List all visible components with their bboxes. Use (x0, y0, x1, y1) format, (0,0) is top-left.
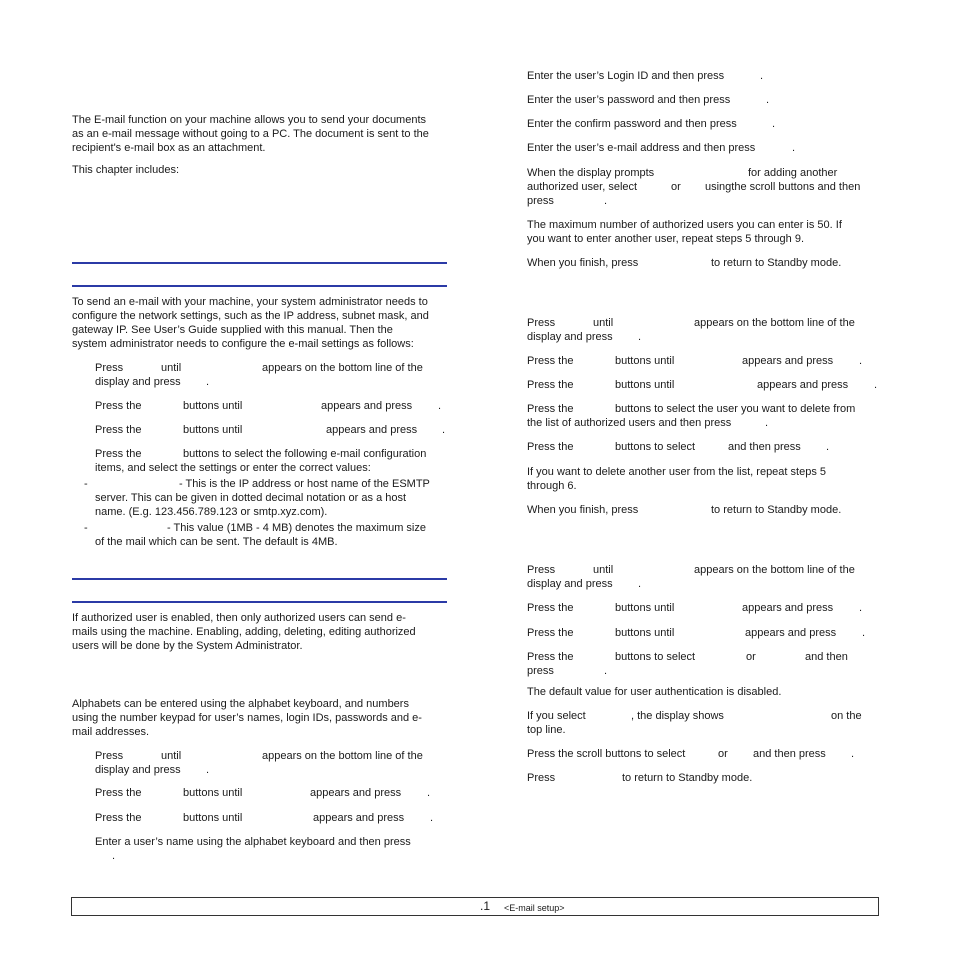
add1-dot: . (206, 764, 210, 776)
chapter-label: <E-mail setup> (504, 903, 565, 913)
if-select-c: on the (831, 710, 862, 722)
setup-line-2: configure the network settings, such as the IP address, subnet mask, and (72, 310, 429, 322)
en2-until: buttons until (615, 602, 675, 614)
setup-line-4: system administrator needs to configure the e-mail settings as follows: (72, 338, 414, 350)
confirm-step: Enter the confirm password and then press (527, 118, 737, 130)
prompt-line-2c: usingthe scroll buttons and then (705, 181, 861, 193)
email-dot: . (792, 142, 796, 154)
standby-rest: to return to Standby mode. (622, 772, 753, 784)
step4-rest: buttons to select the following e-mail configuration (183, 448, 427, 460)
max-users-line-1: The maximum number of authorized users you can enter is 50. If (527, 219, 842, 231)
step3-appears: appears and press (326, 424, 418, 436)
del1-dot: . (638, 331, 642, 343)
step1-display: display and press (95, 376, 181, 388)
add1-rest: appears on the bottom line of the (262, 750, 423, 762)
del1-until: until (593, 317, 614, 329)
del3-press: Press the (527, 379, 574, 391)
en2-press: Press the (527, 602, 574, 614)
add2-press: Press the (95, 787, 142, 799)
bullet1-line-3: name. (E.g. 123.456.789.123 or smtp.xyz.com). (95, 506, 328, 518)
step1-rest: appears on the bottom line of the (262, 362, 423, 374)
chapter-includes: This chapter includes: (72, 164, 179, 176)
en4-dot: . (604, 665, 608, 677)
en1-display: display and press (527, 578, 613, 590)
add4-line-1: Enter a user’s name using the alphabet keyboard and then press (95, 836, 411, 848)
add3-appears: appears and press (313, 812, 405, 824)
login-dot: . (760, 70, 764, 82)
step2-appears: appears and press (321, 400, 413, 412)
prompt-line-1a: When the display prompts (527, 167, 655, 179)
section-rule-bottom (72, 285, 447, 287)
password-step: Enter the user’s password and then press (527, 94, 731, 106)
if-select-a: If you select (527, 710, 586, 722)
scroll-a: Press the scroll buttons to select (527, 748, 686, 760)
en4-or: or (746, 651, 756, 663)
auth-line-1: If authorized user is enabled, then only authorized users can send e- (72, 612, 406, 624)
prompt-line-3a: press (527, 195, 554, 207)
en4-line-2: press (527, 665, 554, 677)
en3-press: Press the (527, 627, 574, 639)
en1-dot: . (638, 578, 642, 590)
del5-press: Press the (527, 441, 574, 453)
bullet2-line-1: - This value (1MB - 4 MB) denotes the maximum size (167, 522, 426, 534)
del3-dot: . (874, 379, 878, 391)
add2-appears: appears and press (310, 787, 402, 799)
default-note: The default value for user authentication is disabled. (527, 686, 782, 698)
prompt-line-2a: authorized user, select (527, 181, 638, 193)
add3-press: Press the (95, 812, 142, 824)
standby-press: Press (527, 772, 556, 784)
bullet2-dash: - (84, 522, 88, 534)
bullet2-line-2: of the mail which can be sent. The default is 4MB. (95, 536, 338, 548)
prompt-line-1b: for adding another (748, 167, 838, 179)
scroll-c: and then press (753, 748, 826, 760)
finish-1-a: When you finish, press (527, 257, 639, 269)
finish-2-a: When you finish, press (527, 504, 639, 516)
del5-select: buttons to select (615, 441, 696, 453)
step2-dot: . (438, 400, 442, 412)
email-step: Enter the user’s e-mail address and then press (527, 142, 756, 154)
en4-press: Press the (527, 651, 574, 663)
step2-press: Press the (95, 400, 142, 412)
setup-line-1: To send an e-mail with your machine, your system administrator needs to (72, 296, 428, 308)
en4-then: and then (805, 651, 848, 663)
del2-press: Press the (527, 355, 574, 367)
alpha-line-3: mail addresses. (72, 726, 150, 738)
max-users-line-2: you want to enter another user, repeat steps 5 through 9. (527, 233, 805, 245)
confirm-dot: . (772, 118, 776, 130)
del6-line-2: through 6. (527, 480, 577, 492)
if-select-d: top line. (527, 724, 566, 736)
en1-rest: appears on the bottom line of the (694, 564, 855, 576)
del1-rest: appears on the bottom line of the (694, 317, 855, 329)
password-dot: . (766, 94, 770, 106)
en1-press: Press (527, 564, 556, 576)
intro-line-1: The E-mail function on your machine allows you to send your documents (72, 114, 427, 126)
en2-dot: . (859, 602, 863, 614)
bullet1-line-2: server. This can be given in dotted decimal notation or as a host (95, 492, 407, 504)
add3-until: buttons until (183, 812, 243, 824)
prompt-line-2b: or (671, 181, 681, 193)
add2-until: buttons until (183, 787, 243, 799)
step2-until: buttons until (183, 400, 243, 412)
del4-rest: buttons to select the user you want to delete from (615, 403, 856, 415)
del3-appears: appears and press (757, 379, 849, 391)
del5-dot: . (826, 441, 830, 453)
section-rule-top-2 (72, 578, 447, 580)
en3-until: buttons until (615, 627, 675, 639)
en1-until: until (593, 564, 614, 576)
add1-until: until (161, 750, 182, 762)
del2-until: buttons until (615, 355, 675, 367)
alpha-line-1: Alphabets can be entered using the alphabet keyboard, and numbers (72, 698, 409, 710)
add3-dot: . (430, 812, 434, 824)
add4-dot: . (112, 850, 116, 862)
en3-appears: appears and press (745, 627, 837, 639)
step4-line-2: items, and select the settings or enter the correct values: (95, 462, 371, 474)
intro-line-3: recipient's e-mail box as an attachment. (72, 142, 266, 154)
page-number: .1 (480, 899, 491, 913)
del5-then: and then press (728, 441, 801, 453)
bullet1-line-1: - This is the IP address or host name of the ESMTP (179, 478, 430, 490)
del1-display: display and press (527, 331, 613, 343)
footer-bar (71, 897, 879, 916)
en4-select: buttons to select (615, 651, 696, 663)
del1-press: Press (527, 317, 556, 329)
del3-until: buttons until (615, 379, 675, 391)
add1-press: Press (95, 750, 124, 762)
del6-line-1: If you want to delete another user from the list, repeat steps 5 (527, 466, 826, 478)
del2-appears: appears and press (742, 355, 834, 367)
section-rule-top (72, 262, 447, 264)
scroll-dot: . (851, 748, 855, 760)
bullet1-dash: - (84, 478, 88, 490)
alpha-line-2: using the number keypad for user’s names, login IDs, passwords and e- (72, 712, 422, 724)
finish-1-b: to return to Standby mode. (711, 257, 842, 269)
del4-line-2: the list of authorized users and then press (527, 417, 732, 429)
finish-2-b: to return to Standby mode. (711, 504, 842, 516)
login-step: Enter the user’s Login ID and then press (527, 70, 725, 82)
step1-dot: . (206, 376, 210, 388)
prompt-line-3b: . (604, 195, 608, 207)
en3-dot: . (862, 627, 866, 639)
en2-appears: appears and press (742, 602, 834, 614)
auth-line-3: users will be done by the System Administrator. (72, 640, 303, 652)
setup-line-3: gateway IP. See User’s Guide supplied with this manual. Then the (72, 324, 393, 336)
del2-dot: . (859, 355, 863, 367)
auth-line-2: mails using the machine. Enabling, adding, deleting, editing authorized (72, 626, 416, 638)
step3-until: buttons until (183, 424, 243, 436)
step4-press: Press the (95, 448, 142, 460)
if-select-b: , the display shows (631, 710, 724, 722)
del4-dot: . (765, 417, 769, 429)
step1-until: until (161, 362, 182, 374)
step3-press: Press the (95, 424, 142, 436)
add2-dot: . (427, 787, 431, 799)
intro-line-2: as an e-mail message without going to a PC. The document is sent to the (72, 128, 429, 140)
add1-display: display and press (95, 764, 181, 776)
step3-dot: . (442, 424, 446, 436)
step1-press: Press (95, 362, 124, 374)
section-rule-bottom-2 (72, 601, 447, 603)
scroll-b: or (718, 748, 728, 760)
del4-press: Press the (527, 403, 574, 415)
